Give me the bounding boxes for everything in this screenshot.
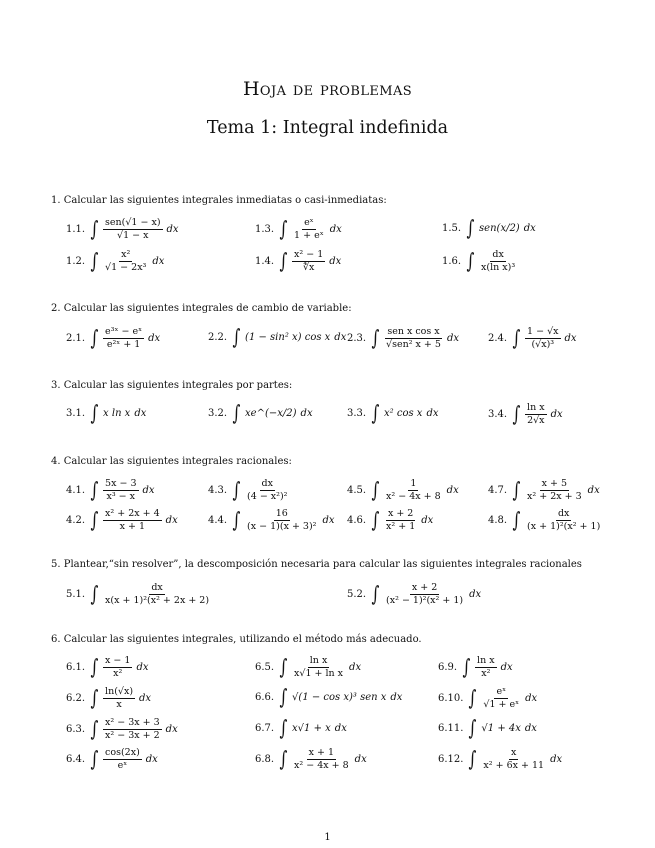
integrand-fraction [103, 583, 211, 606]
differential: dx [354, 753, 367, 765]
fraction-numerator: x + 5 [541, 478, 568, 489]
problem-number: 1.6. [442, 255, 462, 267]
integral-sign: ∫ [232, 325, 241, 349]
differential: dx [334, 723, 347, 734]
integrand-fraction [384, 509, 417, 532]
problem-item [208, 327, 346, 348]
problem-number: 6.9. [438, 661, 458, 673]
problem-item [66, 403, 146, 424]
fraction-denominator: (x² − 1)²(x² + 1) [386, 594, 464, 606]
fraction-numerator: dx [261, 478, 273, 489]
integrand: sen(x/2) [479, 223, 520, 234]
fraction-numerator: ln(√x) [105, 686, 134, 697]
problem-item [255, 656, 361, 679]
fraction-numerator: eˣ [304, 217, 314, 228]
fraction-numerator: x² − 1 [294, 249, 324, 260]
problem-item [442, 250, 521, 273]
problem-number: 1.2. [66, 255, 86, 267]
fraction-numerator: cos(2x) [105, 747, 140, 758]
integral-sign: ∫ [462, 654, 471, 679]
fraction-denominator: √1 − x [117, 229, 149, 241]
differential: dx [523, 223, 536, 234]
integral-sign: ∫ [279, 216, 288, 241]
problem-number: 2.2. [208, 332, 228, 343]
integral-sign: ∫ [512, 507, 521, 532]
fraction-numerator: x² + 2x + 4 [105, 508, 160, 519]
fraction-numerator: 16 [275, 508, 288, 519]
fraction-numerator: dx [492, 249, 504, 260]
integral-sign: ∫ [90, 248, 99, 273]
integral-sign: ∫ [468, 746, 477, 771]
problem-item [438, 656, 513, 679]
integral-sign: ∫ [512, 401, 521, 426]
differential: dx [165, 514, 178, 526]
integral-sign: ∫ [90, 507, 99, 532]
problem-item [347, 327, 459, 350]
fraction-numerator: 1 [410, 478, 417, 489]
problem-number: 2.3. [347, 332, 367, 344]
problem-item [66, 687, 151, 710]
integral-sign: ∫ [90, 477, 99, 502]
differential: dx [165, 723, 178, 735]
differential: dx [421, 514, 434, 526]
fraction-numerator: 1 − √x [527, 326, 559, 337]
integrand-fraction [103, 656, 132, 679]
integral-sign: ∫ [279, 685, 288, 709]
differential: dx [550, 408, 563, 420]
integrand-fraction [103, 748, 142, 771]
integral-sign: ∫ [279, 654, 288, 679]
fraction-numerator: ln x [477, 655, 495, 666]
fraction-denominator: x(x + 1)²(x² + 2x + 2) [105, 594, 210, 606]
problem-number: 4.7. [488, 484, 508, 496]
problem-number: 6.10. [438, 692, 464, 704]
section-heading: 4. Calcular las siguientes integrales racionales: [51, 456, 292, 467]
fraction-denominator: e²ˣ + 1 [106, 338, 141, 350]
problem-item [488, 403, 563, 426]
differential: dx [469, 588, 482, 600]
problem-item [255, 218, 342, 241]
integrand-fraction [103, 218, 162, 241]
integral-sign: ∫ [371, 401, 380, 425]
integral-sign: ∫ [90, 654, 99, 679]
section-heading: 2. Calcular las siguientes integrales de cambio de variable: [51, 303, 352, 314]
integrand-fraction [475, 656, 497, 679]
integrand-fraction [525, 403, 547, 426]
integral-sign: ∫ [468, 685, 477, 710]
integrand-fraction [292, 250, 325, 273]
problem-number: 2.4. [488, 332, 508, 344]
integral-sign: ∫ [371, 325, 380, 350]
problem-number: 3.4. [488, 408, 508, 420]
problem-item [488, 327, 577, 350]
problem-item [347, 403, 439, 424]
differential: dx [142, 484, 155, 496]
integral-sign: ∫ [90, 325, 99, 350]
integrand-fraction [103, 250, 148, 273]
fraction-denominator: ∜x [302, 261, 315, 273]
fraction-denominator: x² + 6x + 11 [483, 759, 545, 771]
problem-item [66, 656, 149, 679]
problem-item [438, 687, 537, 710]
problem-number: 5.2. [347, 588, 367, 600]
problem-item [488, 509, 606, 532]
problem-item [66, 250, 164, 273]
integral-sign: ∫ [279, 746, 288, 771]
integral-sign: ∫ [371, 507, 380, 532]
integrand-fraction [103, 327, 144, 350]
problem-item [255, 748, 367, 771]
differential: dx [145, 753, 158, 765]
integrand-fraction [481, 687, 521, 710]
section-heading: 3. Calcular las siguientes integrales por partes: [51, 380, 293, 391]
differential: dx [426, 408, 439, 419]
problem-number: 6.6. [255, 692, 275, 703]
fraction-numerator: x + 1 [308, 747, 335, 758]
problem-item [66, 509, 178, 532]
problem-number: 3.2. [208, 408, 228, 419]
page-number: 1 [324, 832, 331, 843]
fraction-denominator: x² + 2x + 3 [527, 490, 582, 502]
fraction-denominator: x√1 + ln x [294, 667, 344, 679]
integrand-fraction [103, 718, 162, 741]
differential: dx [134, 408, 147, 419]
problem-number: 6.7. [255, 723, 275, 734]
fraction-numerator: sen(√1 − x) [105, 217, 161, 228]
integrand-fraction [384, 583, 465, 606]
problem-number: 1.5. [442, 223, 462, 234]
differential: dx [564, 332, 577, 344]
problem-item [488, 479, 600, 502]
integral-sign: ∫ [512, 477, 521, 502]
fraction-numerator: ln x [527, 402, 545, 413]
fraction-numerator: eˣ [496, 686, 507, 697]
fraction-denominator: (4 − x²)² [247, 490, 288, 502]
problem-item [442, 218, 536, 239]
differential: dx [329, 223, 342, 235]
problem-number: 6.1. [66, 661, 86, 673]
fraction-numerator: sen x cos x [387, 326, 440, 337]
differential: dx [446, 484, 459, 496]
integrand: (1 − sin² x) cos x [245, 332, 331, 343]
fraction-denominator: x² + 1 [386, 520, 416, 532]
page-title: Hoja de problemas [242, 78, 413, 100]
integrand-fraction [292, 218, 326, 241]
problem-number: 4.3. [208, 484, 228, 496]
differential: dx [587, 484, 600, 496]
fraction-numerator: x + 2 [411, 582, 438, 593]
integral-sign: ∫ [279, 248, 288, 273]
problem-number: 6.2. [66, 692, 86, 704]
integrand-fraction [479, 250, 517, 273]
problem-number: 4.4. [208, 514, 228, 526]
integrand-fraction [481, 748, 546, 771]
problem-number: 6.5. [255, 661, 275, 673]
fraction-denominator: x [116, 698, 122, 710]
fraction-numerator: dx [557, 508, 570, 519]
fraction-denominator: x² [481, 667, 491, 679]
integrand-fraction [103, 479, 138, 502]
differential: dx [300, 408, 313, 419]
integrand: √(1 − cos x)³ sen x [292, 692, 387, 703]
problem-item [347, 479, 459, 502]
problem-number: 1.3. [255, 223, 275, 235]
integral-sign: ∫ [90, 685, 99, 710]
problem-item [255, 718, 347, 739]
fraction-denominator: x³ − x [106, 490, 136, 502]
problem-number: 3.1. [66, 408, 86, 419]
fraction-denominator: x² − 4x + 8 [386, 490, 441, 502]
fraction-denominator: (√x)³ [531, 338, 555, 350]
differential: dx [390, 692, 403, 703]
integrand: x√1 + x [292, 723, 331, 734]
problem-number: 6.4. [66, 753, 86, 765]
fraction-numerator: x + 2 [387, 508, 414, 519]
section-heading: 6. Calcular las siguientes integrales, utilizando el método más adecuado. [51, 634, 422, 645]
fraction-numerator: e³ˣ − eˣ [105, 326, 143, 337]
integral-sign: ∫ [232, 477, 241, 502]
problem-item [66, 218, 179, 241]
fraction-numerator: ln x [309, 655, 328, 666]
integral-sign: ∫ [90, 746, 99, 771]
page-subtitle: Tema 1: Integral indefinida [206, 118, 449, 138]
integrand-fraction [525, 509, 602, 532]
section-heading: 1. Calcular las siguientes integrales inmediatas o casi-inmediatas: [51, 195, 387, 206]
problem-item [347, 509, 433, 532]
problem-number: 4.5. [347, 484, 367, 496]
integral-sign: ∫ [512, 325, 521, 350]
fraction-denominator: √1 − 2x³ [105, 261, 147, 273]
differential: dx [136, 661, 149, 673]
problem-item [66, 479, 155, 502]
integral-sign: ∫ [90, 401, 99, 425]
problem-number: 4.6. [347, 514, 367, 526]
fraction-numerator: dx [151, 582, 163, 593]
integral-sign: ∫ [371, 477, 380, 502]
problem-item [208, 403, 313, 424]
problem-item [66, 583, 215, 606]
integrand-fraction [384, 327, 443, 350]
fraction-denominator: 2√x [527, 414, 545, 426]
fraction-denominator: 1 + eˣ [294, 229, 324, 241]
problem-number: 1.4. [255, 255, 275, 267]
integrand-fraction [103, 687, 135, 710]
problem-item [438, 748, 562, 771]
problem-number: 4.2. [66, 514, 86, 526]
fraction-denominator: x² − 3x + 2 [105, 729, 160, 741]
problem-item [438, 718, 537, 739]
differential: dx [446, 332, 459, 344]
integrand: x ln x [103, 408, 131, 419]
fraction-denominator: (x + 1)²(x² + 1) [527, 520, 601, 532]
problem-item [208, 509, 335, 532]
integrand-fraction [384, 479, 443, 502]
differential: dx [166, 223, 179, 235]
integrand-fraction [103, 509, 162, 532]
integral-sign: ∫ [232, 507, 241, 532]
differential: dx [524, 723, 537, 734]
differential: dx [349, 661, 362, 673]
problem-number: 1.1. [66, 223, 86, 235]
integral-sign: ∫ [232, 401, 241, 425]
problem-item [347, 583, 481, 606]
integral-sign: ∫ [468, 716, 477, 740]
problem-item [66, 718, 178, 741]
problem-number: 5.1. [66, 588, 86, 600]
problem-number: 6.12. [438, 753, 464, 765]
integrand: √1 + 4x [481, 723, 521, 734]
problem-number: 4.8. [488, 514, 508, 526]
integral-sign: ∫ [466, 216, 475, 240]
problem-item [66, 327, 160, 350]
problem-number: 2.1. [66, 332, 86, 344]
fraction-denominator: eˣ [117, 759, 128, 771]
fraction-numerator: x² − 3x + 3 [105, 717, 160, 728]
section-heading: 5. Plantear,“sin resolver”, la descomposición necesaria para calcular las siguientes integrales racionales [51, 559, 582, 570]
integrand-fraction [525, 327, 560, 350]
differential: dx [550, 753, 563, 765]
integral-sign: ∫ [371, 581, 380, 606]
fraction-numerator: x² [121, 249, 131, 260]
problem-item [66, 748, 158, 771]
problem-number: 4.1. [66, 484, 86, 496]
problem-number: 6.11. [438, 723, 464, 734]
fraction-denominator: √1 + eˣ [483, 698, 520, 710]
fraction-numerator: x [511, 747, 517, 758]
problem-item [255, 687, 402, 708]
fraction-denominator: x(ln x)³ [481, 261, 516, 273]
differential: dx [329, 255, 342, 267]
fraction-denominator: x + 1 [119, 520, 146, 532]
integral-sign: ∫ [90, 716, 99, 741]
differential: dx [139, 692, 152, 704]
integral-sign: ∫ [466, 248, 475, 273]
integrand-fraction [525, 479, 584, 502]
integral-sign: ∫ [279, 716, 288, 740]
integrand-fraction [292, 748, 351, 771]
fraction-denominator: (x − 1)(x + 3)² [247, 520, 317, 532]
problem-number: 6.8. [255, 753, 275, 765]
integral-sign: ∫ [90, 581, 99, 606]
integrand: xe^(−x/2) [245, 408, 297, 419]
integrand-fraction [245, 479, 289, 502]
problem-item [255, 250, 341, 273]
problem-number: 6.3. [66, 723, 86, 735]
integrand-fraction [245, 509, 318, 532]
integrand: x² cos x [384, 408, 423, 419]
fraction-numerator: x − 1 [105, 655, 131, 666]
problem-number: 3.3. [347, 408, 367, 419]
integral-sign: ∫ [90, 216, 99, 241]
fraction-numerator: 5x − 3 [105, 478, 137, 489]
differential: dx [152, 255, 165, 267]
problem-item [208, 479, 293, 502]
differential: dx [148, 332, 161, 344]
integrand-fraction [292, 656, 345, 679]
fraction-denominator: √sen² x + 5 [386, 338, 441, 350]
fraction-denominator: x² − 4x + 8 [294, 759, 349, 771]
fraction-denominator: x² [113, 667, 123, 679]
differential: dx [322, 514, 335, 526]
differential: dx [525, 692, 538, 704]
differential: dx [334, 332, 347, 343]
differential: dx [500, 661, 513, 673]
